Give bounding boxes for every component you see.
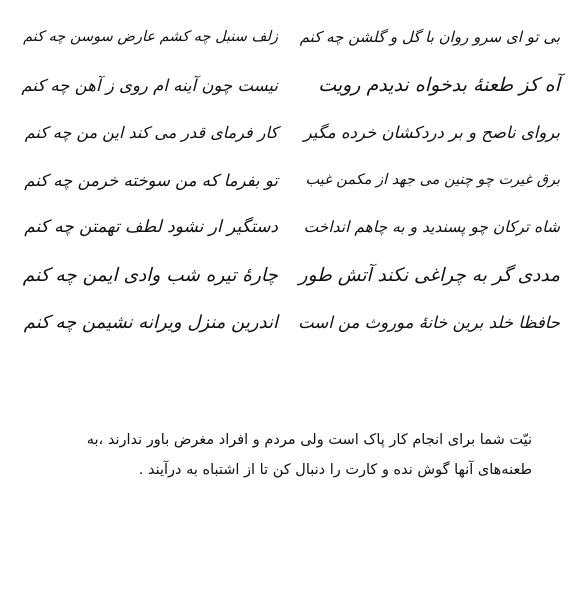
- verse-line: چارهٔ تیره شب وادی ایمن چه کنم: [22, 264, 278, 286]
- verse-line: نیست چون آینه ام روی ز آهن چه کنم: [21, 75, 278, 95]
- verse-line: زلف سنبل چه کشم عارض سوسن چه کنم: [23, 29, 278, 45]
- verse-line: برق غیرت چو چنین می جهد از مکمن غیب: [305, 171, 560, 188]
- poem: [0, 14, 581, 354]
- verse-line: بروای ناصح و بر دردکشان خرده مگیر: [303, 123, 560, 142]
- verse-line: بی تو ای سرو روان با گل و گلشن چه کنم: [299, 28, 560, 46]
- verse-line: مددی گر به چراغی نکند آتش طور: [298, 264, 560, 286]
- verse-line: تو بفرما که من سوخته خرمن چه کنم: [24, 170, 278, 190]
- verse-line: اندرین منزل ویرانه نشیمن چه کنم: [23, 312, 278, 333]
- poem-right-column: [298, 14, 560, 347]
- verse-line: حافظا خلد برین خانهٔ موروث من است: [298, 313, 560, 332]
- verse-line: آه کز طعنهٔ بدخواه ندیدم رویت: [318, 73, 560, 96]
- interpretation-text: نیّت شما برای انجام کار پاک است ولی مردم و افراد مغرض باور ندارند ،به طعنه‌های آنها گوش نده و کارت را دنبال کن تا از اشتباه به درآیند .: [86, 432, 532, 478]
- verse-line: دستگیر ار نشود لطف تهمتن چه کنم: [24, 217, 278, 237]
- verse-line: کار فرمای قدر می کند این من چه کنم: [24, 123, 278, 142]
- poem-left-column: [20, 14, 278, 347]
- verse-line: شاه ترکان چو پسندید و به چاهم انداخت: [303, 218, 560, 236]
